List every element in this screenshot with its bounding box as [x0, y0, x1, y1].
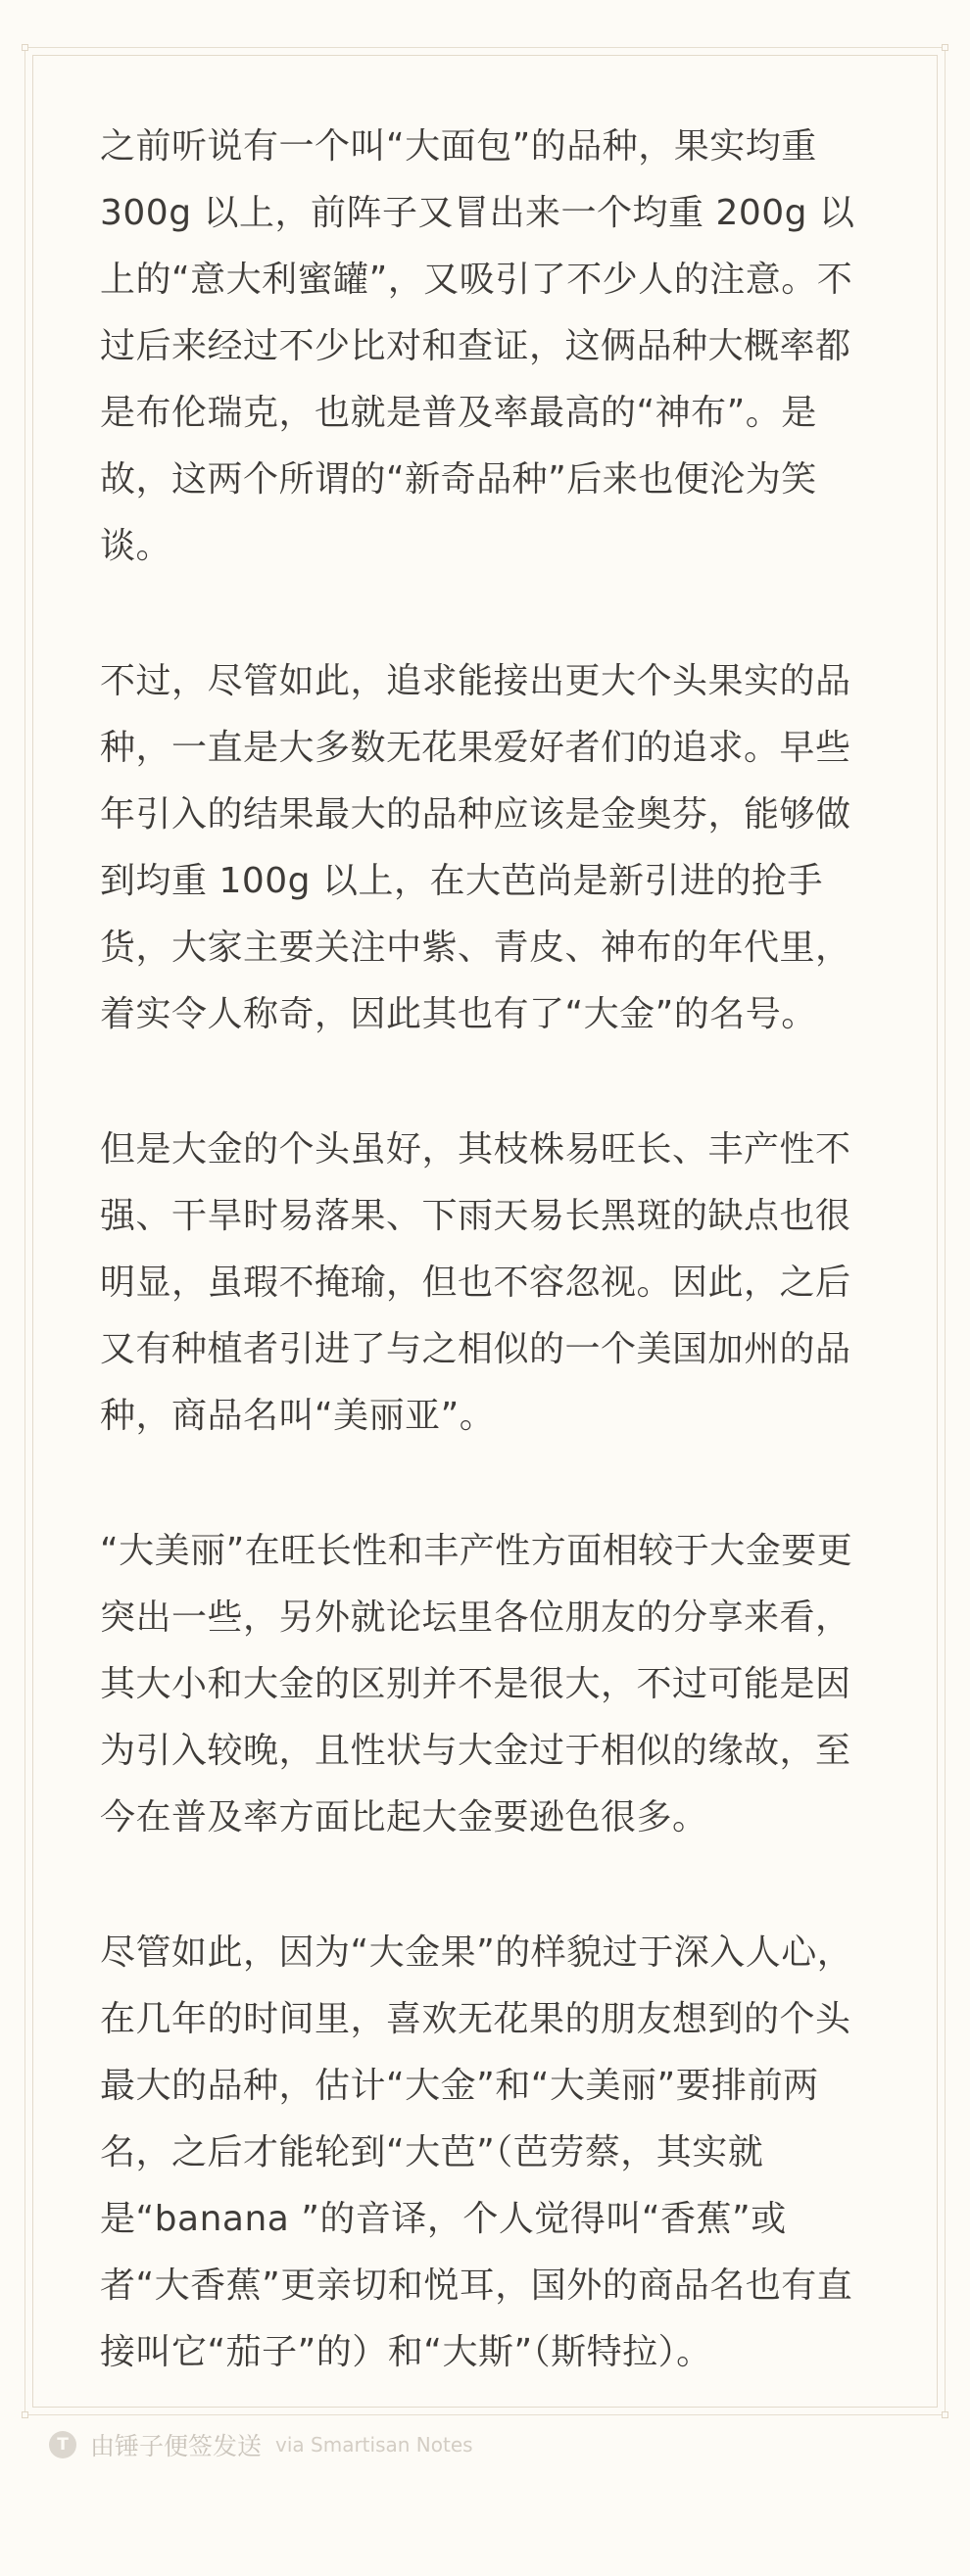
paragraph-2: 不过，尽管如此，追求能接出更大个头果实的品种，一直是大多数无花果爱好者们的追求。早些年引入的结果最大的品种应该是金奥芬，能够做到均重 100g 以上，在大芭尚是新引进的抢手货，大家主要关注中紫、青皮、神布的年代里，着实令人称奇，因此其也有了“大金”的名号。	[100, 661, 851, 1034]
footer-signature	[49, 2425, 473, 2464]
note-body	[100, 114, 870, 2455]
paragraph-5: 尽管如此，因为“大金果”的样貌过于深入人心，在几年的时间里，喜欢无花果的朋友想到的个头最大的品种，估计“大金”和“大美丽”要排前两名，之后才能轮到“大芭”（芭劳蔡，其实就是“banana ”的音译，个人觉得叫“香蕉”或者“大香蕉”更亲切和悦耳，国外的商品名也有直接叫它“茄子”的）和“大斯”（斯特拉）。	[100, 1932, 853, 2372]
paragraph-4: “大美丽”在旺长性和丰产性方面相较于大金要更突出一些，另外就论坛里各位朋友的分享来看，其大小和大金的区别并不是很大，不过可能是因为引入较晚，且性状与大金过于相似的缘故，至今在普及率方面比起大金要逊色很多。	[100, 1531, 853, 1837]
frame-corner-bottom-right	[942, 2411, 948, 2418]
frame-corner-top-right	[942, 44, 948, 51]
footer-via-text: via Smartisan Notes	[275, 2433, 473, 2457]
paragraph-1: 之前听说有一个叫“大面包”的品种，果实均重300g 以上，前阵子又冒出来一个均重 200g 以上的“意大利蜜罐”，又吸引了不少人的注意。不过后来经过不少比对和查证，这俩品种大概率都是布伦瑞克，也就是普及率最高的“神布”。是故，这两个所谓的“新奇品种”后来也便沦为笑谈。	[100, 126, 855, 566]
footer-sent-text: 由锤子便签发送	[90, 2432, 263, 2460]
paragraph-3: 但是大金的个头虽好，其枝株易旺长、丰产性不强、干旱时易落果、下雨天易长黑斑的缺点也很明显，虽瑕不掩瑜，但也不容忽视。因此，之后又有种植者引进了与之相似的一个美国加州的品种，商品名叫“美丽亚”。	[100, 1129, 851, 1436]
smartisan-logo-icon: T	[49, 2431, 76, 2458]
frame-corner-bottom-left	[22, 2411, 28, 2418]
frame-corner-top-left	[22, 44, 28, 51]
